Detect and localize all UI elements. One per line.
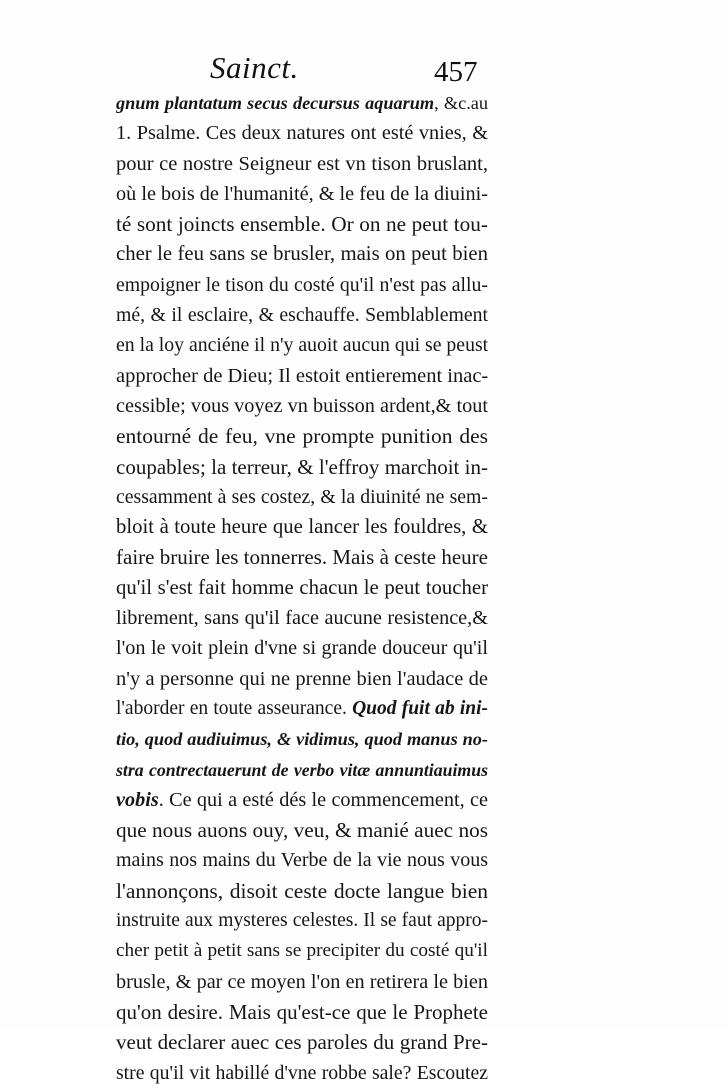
text-line bbox=[116, 239, 488, 269]
text-line bbox=[116, 118, 488, 148]
line-text: l'annonçons, disoit ceste docte langue bien bbox=[116, 878, 488, 903]
line-text: brusle, & par ce moyen l'on en retirera le bien bbox=[116, 970, 488, 993]
latin-quotation: vobis bbox=[116, 788, 159, 811]
text-line bbox=[116, 361, 488, 391]
line-text: l'on le voit plein d'vne si grande douceur qu'il bbox=[116, 637, 488, 660]
text-line bbox=[116, 815, 488, 845]
line-text: entourné de feu, vne prompte punition des bbox=[116, 424, 488, 449]
line-text: faire bruire les tonnerres. Mais à ceste heure bbox=[116, 545, 488, 570]
line-text: l'aborder en toute asseurance. bbox=[116, 697, 353, 719]
text-line bbox=[116, 603, 488, 633]
text-line bbox=[116, 542, 488, 572]
text-line bbox=[116, 482, 488, 512]
line-text: mé, & il esclaire, & eschauffe. Semblablement bbox=[116, 304, 488, 327]
text-line bbox=[116, 1027, 488, 1057]
line-text: qu'il s'est fait homme chacun le peut toucher bbox=[116, 576, 488, 599]
line-text: n'y a personne qui ne prenne bien l'audace de bbox=[116, 667, 488, 690]
line-text: empoigner le tison du costé qu'il n'est pas allu- bbox=[116, 273, 488, 296]
text-line bbox=[116, 1058, 488, 1088]
line-text: mains nos mains du Verbe de la vie nous vous bbox=[116, 849, 488, 872]
line-text: cher le feu sans se brusler, mais on peut bien bbox=[116, 243, 488, 266]
text-line bbox=[116, 755, 488, 785]
text-line bbox=[116, 664, 488, 694]
line-text: veut declarer auec ces paroles du grand Pre- bbox=[116, 1030, 488, 1055]
latin-quotation: tio, quod audiuimus, & vidimus, quod manus no- bbox=[116, 729, 488, 750]
line-text: où le bois de l'humanité, & le feu de la diuini- bbox=[116, 182, 488, 205]
line-text: té sont joincts ensemble. Or on ne peut tou- bbox=[116, 212, 488, 237]
line-text: cessamment à ses costez, & la diuinité ne sem- bbox=[116, 485, 488, 508]
line-text: instruite aux mysteres celestes. Il se faut appro- bbox=[116, 910, 488, 932]
text-line bbox=[116, 270, 488, 300]
text-line bbox=[116, 300, 488, 330]
text-line bbox=[116, 573, 488, 603]
text-line bbox=[116, 512, 488, 542]
line-text: cher petit à petit sans se precipiter du costé qu'il bbox=[116, 940, 488, 962]
text-line bbox=[116, 179, 488, 209]
text-line bbox=[116, 633, 488, 663]
text-line bbox=[116, 936, 488, 966]
text-line bbox=[116, 391, 488, 421]
text-line bbox=[116, 452, 488, 482]
line-text: , &c.au bbox=[434, 93, 488, 113]
text-line bbox=[116, 967, 488, 997]
line-text: 1. Psalme. Ces deux natures ont esté vnies, & bbox=[116, 122, 488, 145]
text-line bbox=[116, 421, 488, 451]
text-line bbox=[116, 785, 488, 815]
line-text: coupables; la terreur, & l'effroy marchoit in- bbox=[116, 454, 488, 479]
line-text: librement, sans qu'il face aucune resistence,& bbox=[116, 607, 488, 630]
page-number: 457 bbox=[434, 56, 478, 88]
text-line bbox=[116, 845, 488, 875]
text-line bbox=[116, 330, 488, 360]
line-text: qu'on desire. Mais qu'est-ce que le Prophete bbox=[116, 999, 488, 1024]
line-text: bloit à toute heure que lancer les fouldres, & bbox=[116, 516, 488, 539]
line-text: cessible; vous voyez vn buisson ardent,& tout bbox=[116, 394, 488, 417]
line-text: que nous auons ouy, veu, & manié auec nos bbox=[116, 818, 488, 843]
latin-quotation: Quod fuit ab ini- bbox=[352, 697, 488, 719]
text-line bbox=[116, 694, 488, 724]
text-line bbox=[116, 88, 488, 118]
text-line bbox=[116, 876, 488, 906]
body-text bbox=[116, 88, 488, 1088]
text-line bbox=[116, 209, 488, 239]
text-line bbox=[116, 724, 488, 754]
line-text: pour ce nostre Seigneur est vn tison bruslant, bbox=[116, 152, 488, 175]
line-text: stre qu'il vit habillé d'vne robbe sale? Escoutez bbox=[116, 1061, 488, 1084]
text-line bbox=[116, 906, 488, 936]
line-text: en la loy anciéne il n'y auoit aucun qui se peust bbox=[116, 334, 488, 357]
latin-quotation: stra contrectauerunt de verbo vitæ annuntiauimus bbox=[116, 759, 488, 780]
text-line bbox=[116, 997, 488, 1027]
running-head: Sainct. bbox=[210, 50, 299, 85]
latin-quotation: gnum plantatum secus decursus aquarum bbox=[116, 93, 435, 113]
line-text: approcher de Dieu; Il estoit entierement inac- bbox=[116, 364, 488, 387]
text-line bbox=[116, 149, 488, 179]
line-text: . Ce qui a esté dés le commencement, ce bbox=[158, 788, 488, 811]
